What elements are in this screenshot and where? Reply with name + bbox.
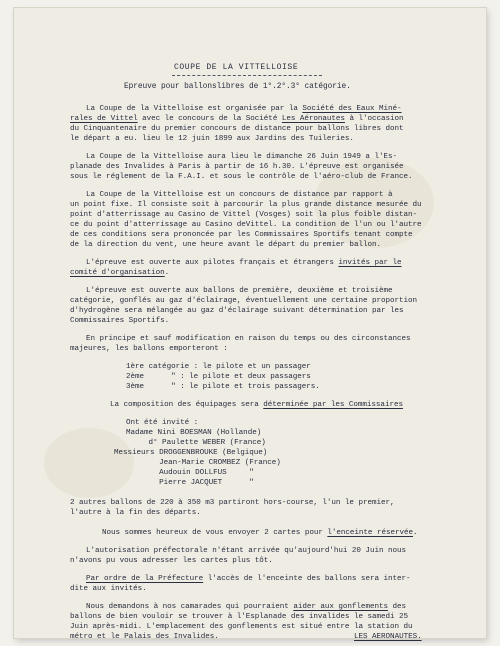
p5-line-2: catégorie, gonflés au gaz d'éclairage, éventuellement une certaine proportion <box>70 297 418 305</box>
p5-line-4: Commissaires Sportifs. <box>70 317 170 325</box>
p4-line-1: L'épreuve est ouverte aux pilotes français et étrangers invités par le <box>86 259 402 267</box>
p6-line-2: majeures, les ballons emporteront : <box>70 345 228 353</box>
invited-person: Jean-Marie CROMBEZ (France) <box>114 459 281 467</box>
p7-line-1: La composition des équipages sera déterminée par les Commissaires <box>110 401 403 409</box>
paper-sheet <box>14 8 486 641</box>
invited-person: d° Paulette WEBER (France) <box>126 439 266 447</box>
p3-line-6: de la direction du vent, une heure avant le départ du premier ballon. <box>70 241 381 249</box>
p12-line-1: Nous demandons à nos camarades qui pourraient aider aux gonflements des <box>86 603 407 611</box>
p12-line-4: métro et le Palais des Invalides. <box>70 633 219 641</box>
invited-person: Madame Nini BOESMAN (Hollande) <box>126 429 262 437</box>
p8-line-1: 2 autres ballons de 220 à 350 m3 partiront hors-course, l'un le premier, <box>70 499 395 507</box>
p1-line-2: rales de Vittel avec le concours de la Société Les Aéronautes à l'occasion <box>70 115 404 123</box>
p6-line-1: En principe et sauf modification en raison du temps ou des circonstances <box>86 335 411 343</box>
invited-person: Pierre JACQUET " <box>114 479 254 487</box>
p1-line-1: La Coupe de la Vittelloise est organisée par la Société des Eaux Miné- <box>86 105 402 113</box>
p2-line-3: sous le réglement de la F.A.I. et sous le contrôle de l'aéro-club de France. <box>70 173 413 181</box>
p3-line-3: point d'atterrissage au Casino de Vittel (Vosges) soit la plus foible distan- <box>70 211 418 219</box>
signature: LES AERONAUTES. <box>354 633 422 641</box>
title-underline <box>172 75 322 76</box>
category-row: 2ème " : le pilote et deux passagers <box>126 373 311 381</box>
p12-line-2: ballons de bien vouloir se trouver à l'Esplanade des invalides le samedi 25 <box>70 613 409 621</box>
p3-line-1: La Coupe de la Vittelloise est un concours de distance par rapport à <box>86 191 393 199</box>
document-title: COUPE DE LA VITTELLOISE <box>174 63 299 72</box>
p5-line-1: L'épreuve est ouverte aux ballons de première, deuxième et troisième <box>86 287 393 295</box>
category-row: 1ère catégorie : le pilote et un passager <box>126 363 311 371</box>
typed-text <box>14 8 486 641</box>
p10-line-2: n'avons pu vous adresser les cartes plus tôt. <box>70 557 273 565</box>
p5-line-3: d'hydrogène sera mélangée au gaz d'éclairage suivant détermination par les <box>70 307 404 315</box>
p3-line-4: ce du point d'atterrissage au Casino deVittel. La condition de l'un ou l'autre <box>70 221 422 229</box>
p8-line-2: l'autre à la fin des départs. <box>70 509 201 517</box>
p10-line-1: L'autorisation préfectorale n'étant arrivée qu'aujourd'hui 20 Juin nous <box>86 547 406 555</box>
p12-line-3: Juin après-midi. L'emplacement des gonflements est situé entre la station du <box>70 623 413 631</box>
p11-line-2: dite aux invités. <box>70 585 147 593</box>
p4-line-2: comité d'organisation. <box>70 269 170 277</box>
p1-line-4: le départ a eu. lieu le 12 juin 1899 aux Jardins des Tuileries. <box>70 135 354 143</box>
document-subtitle: Epreuve pour ballonslibres de 1°.2°.3° catégorie. <box>124 83 351 91</box>
invited-person: Messieurs DROGGENBROUKE (Belgique) <box>114 449 268 457</box>
p2-line-1: La Coupe de la Vittelloise aura lieu le dimanche 26 Juin 1949 a l'Es- <box>86 153 397 161</box>
p1-line-3: du Cinquantenaire du premier concours de distance pour ballons libres dont <box>70 125 404 133</box>
invited-person: Audouin DOLLFUS " <box>114 469 254 477</box>
p3-line-2: un point fixe. Il consiste soit à parcourir la plus grande distance mesurée du <box>70 201 422 209</box>
p9-line-1: Nous sommes heureux de vous envoyer 2 cartes pour l'enceinte réservée. <box>102 529 418 537</box>
p11-line-1: Par ordre de la Préfecture l'accès de l'enceinte des ballons sera inter- <box>86 575 411 583</box>
p2-line-2: planade des Invalides à Paris à partir de 16 h.30. L'épreuve est organisée <box>70 163 404 171</box>
category-row: 3ème " : le pilote et trois passagers. <box>126 383 320 391</box>
invited-label: Ont été invité : <box>126 419 199 427</box>
p3-line-5: de ces conditions sera prononcée par les Commissaires Sportifs tenant compte <box>70 231 413 239</box>
